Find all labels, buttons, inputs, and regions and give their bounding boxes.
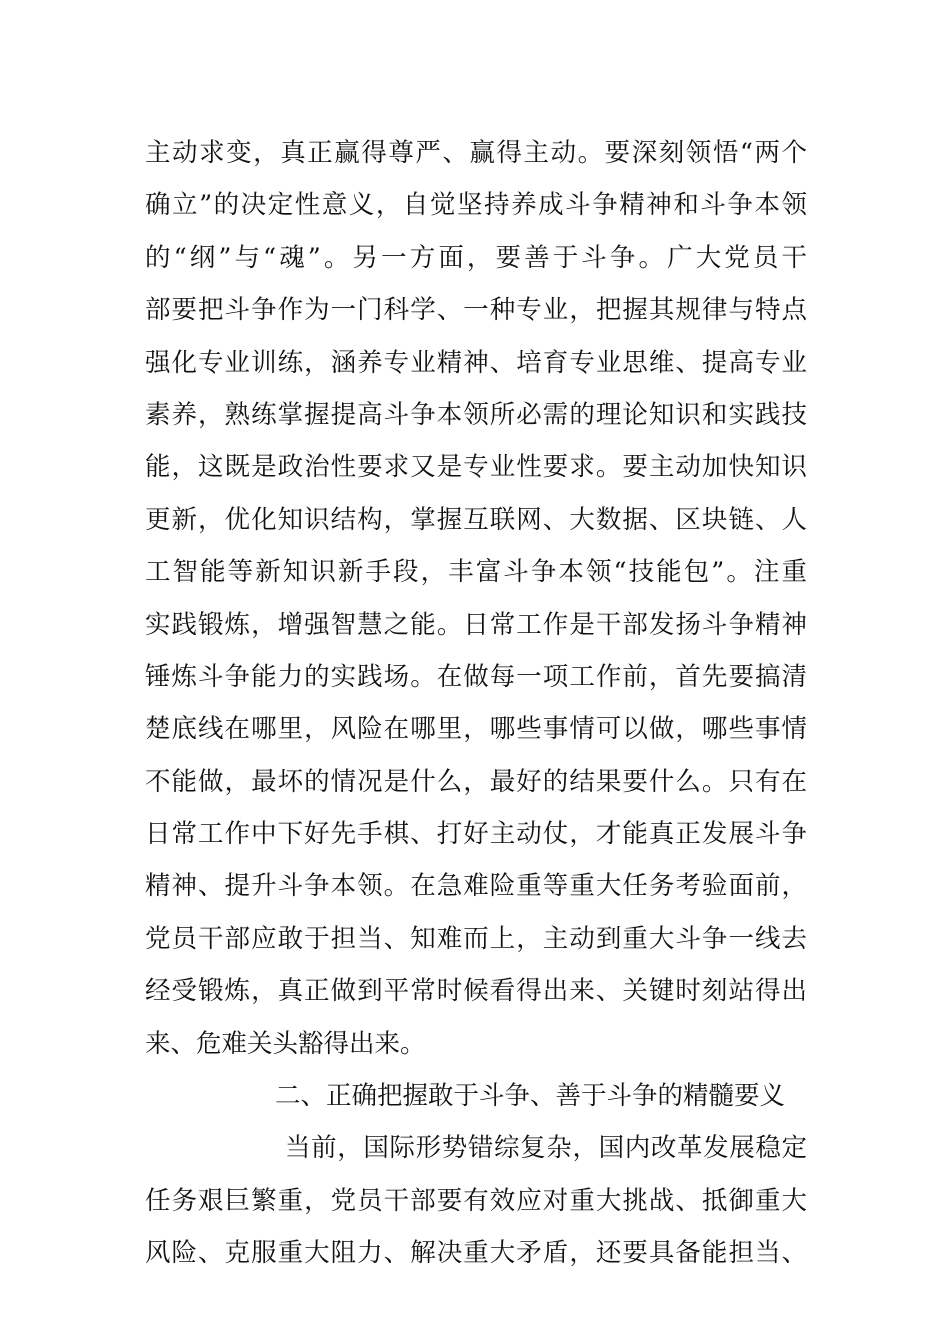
text-line: 风险、克服重大阻力、解决重大矛盾，还要具备能担当、 (145, 1238, 807, 1269)
document-page (145, 127, 807, 1280)
text-line: 当前，国际形势错综复杂，国内改革发展稳定 (285, 1133, 807, 1164)
text-line: 任务艰巨繁重，党员干部要有效应对重大挑战、抵御重大 (145, 1185, 807, 1216)
text-line: 的“纲”与“魂”。另一方面，要善于斗争。广大党员干 (145, 242, 807, 273)
text-line: 能，这既是政治性要求又是专业性要求。要主动加快知识 (145, 452, 807, 483)
text-line: 工智能等新知识新手段，丰富斗争本领“技能包”。注重 (145, 557, 807, 588)
text-line: 确立”的决定性意义，自觉坚持养成斗争精神和斗争本领 (145, 190, 807, 221)
text-line: 主动求变，真正赢得尊严、赢得主动。要深刻领悟“两个 (145, 138, 807, 168)
text-line: 实践锻炼，增强智慧之能。日常工作是干部发扬斗争精神 (145, 609, 807, 640)
text-line: 素养，熟练掌握提高斗争本领所必需的理论知识和实践技 (145, 399, 807, 430)
section-heading: 二、正确把握敢于斗争、善于斗争的精髓要义 (275, 1081, 786, 1112)
text-line: 经受锻炼，真正做到平常时候看得出来、关键时刻站得出 (145, 976, 807, 1007)
text-line: 更新，优化知识结构，掌握互联网、大数据、区块链、人 (145, 504, 807, 535)
text-line: 不能做，最坏的情况是什么，最好的结果要什么。只有在 (145, 766, 807, 797)
paragraph-2 (145, 1122, 807, 1279)
text-line: 精神、提升斗争本领。在急难险重等重大任务考验面前， (145, 871, 807, 902)
text-line: 楚底线在哪里，风险在哪里，哪些事情可以做，哪些事情 (145, 714, 807, 745)
text-line: 来、危难关头豁得出来。 (145, 1028, 426, 1059)
text-line: 锤炼斗争能力的实践场。在做每一项工作前，首先要搞清 (145, 661, 807, 692)
text-line: 党员干部应敢于担当、知难而上，主动到重大斗争一线去 (145, 923, 807, 954)
text-line: 强化专业训练，涵养专业精神、培育专业思维、提高专业 (145, 347, 807, 378)
text-line: 部要把斗争作为一门科学、一种专业，把握其规律与特点 (145, 295, 807, 326)
text-line: 日常工作中下好先手棋、打好主动仗，才能真正发展斗争 (145, 819, 807, 850)
paragraph-1 (145, 127, 807, 1070)
